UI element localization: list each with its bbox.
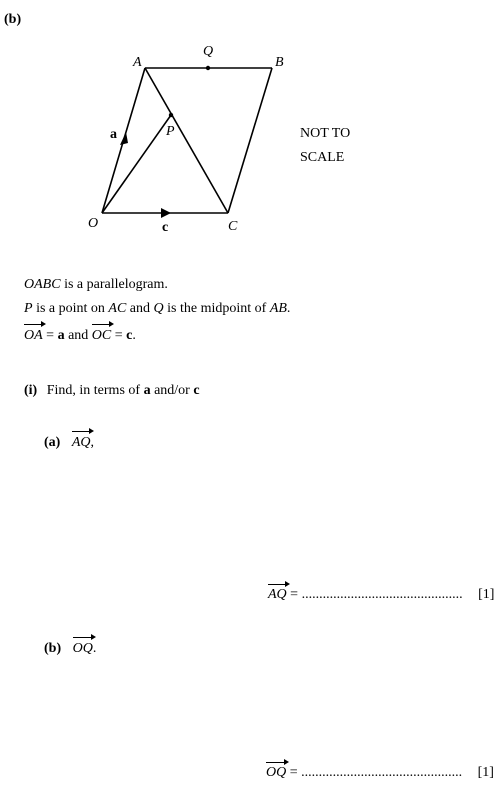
point-P [169,113,173,117]
label-Q: Q [203,44,214,59]
parallelogram-diagram [0,0,474,250]
arrow-a-icon [120,132,128,145]
parallelogram-svg [0,0,474,250]
not-to-scale-note [300,122,350,170]
label-C: C [228,219,238,234]
text-end2: . [286,301,291,316]
text-eq1: = [42,328,58,343]
line-AC [145,68,228,213]
question-i-text: Find, in terms of [46,383,144,398]
label-B: B [275,55,284,70]
text-OABC: OABC [24,277,61,292]
answer-b-eq: = [286,765,302,780]
point-Q [206,66,210,70]
arrow-c-icon [161,208,171,218]
vector-OC: OC [91,328,112,343]
note-line-1: NOT TO [300,126,351,141]
answer-b-marks: [1] [477,765,494,780]
answer-a-eq: = [286,587,302,602]
note-line-2: SCALE [300,150,345,165]
answer-a-vector: AQ [268,587,287,602]
answer-line-a[interactable] [268,587,494,603]
sub-a-punct: , [90,435,94,450]
text-a: a [57,328,65,343]
text-AB: AB [269,301,287,316]
question-i-c: c [193,383,200,398]
text-c: c [126,328,133,343]
sub-question-b [44,640,96,658]
question-i-mid: and/or [150,383,194,398]
text-mid1: is a point on [32,301,109,316]
label-P: P [166,124,175,139]
statement-points [24,300,290,318]
text-P: P [24,301,33,316]
label-O: O [88,216,99,231]
sub-a-vector: AQ [71,435,91,450]
label-A: A [133,55,142,70]
text-is-parallelogram: is a parallelogram. [60,277,168,292]
question-i-label: (i) [24,383,38,398]
text-end3: . [132,328,136,343]
text-mid2: and [126,301,154,316]
side-BC [228,68,272,213]
question-i [24,382,200,400]
text-AC: AC [108,301,127,316]
question-i-a: a [143,383,151,398]
sub-a-label: (a) [44,435,61,450]
sub-b-label: (b) [44,641,62,656]
answer-a-blank[interactable]: .............................................. [301,587,463,602]
vector-OA: OA [24,328,43,343]
answer-line-b[interactable] [266,765,494,781]
sub-question-a [44,434,94,452]
statement-vectors [24,327,136,345]
label-vector-a: a [110,127,117,142]
part-label: (b) [4,12,22,27]
label-vector-c: c [162,220,169,235]
sub-b-punct: . [92,641,97,656]
text-Q: Q [153,301,164,316]
text-eq2: = [111,328,127,343]
answer-a-marks: [1] [478,587,494,602]
text-mid3: is the midpoint of [163,301,270,316]
text-and: and [64,328,92,343]
answer-b-blank[interactable]: .............................................. [301,765,463,780]
statement-parallelogram [24,276,168,294]
answer-b-vector: OQ [266,765,287,780]
sub-b-vector: OQ [72,641,93,656]
